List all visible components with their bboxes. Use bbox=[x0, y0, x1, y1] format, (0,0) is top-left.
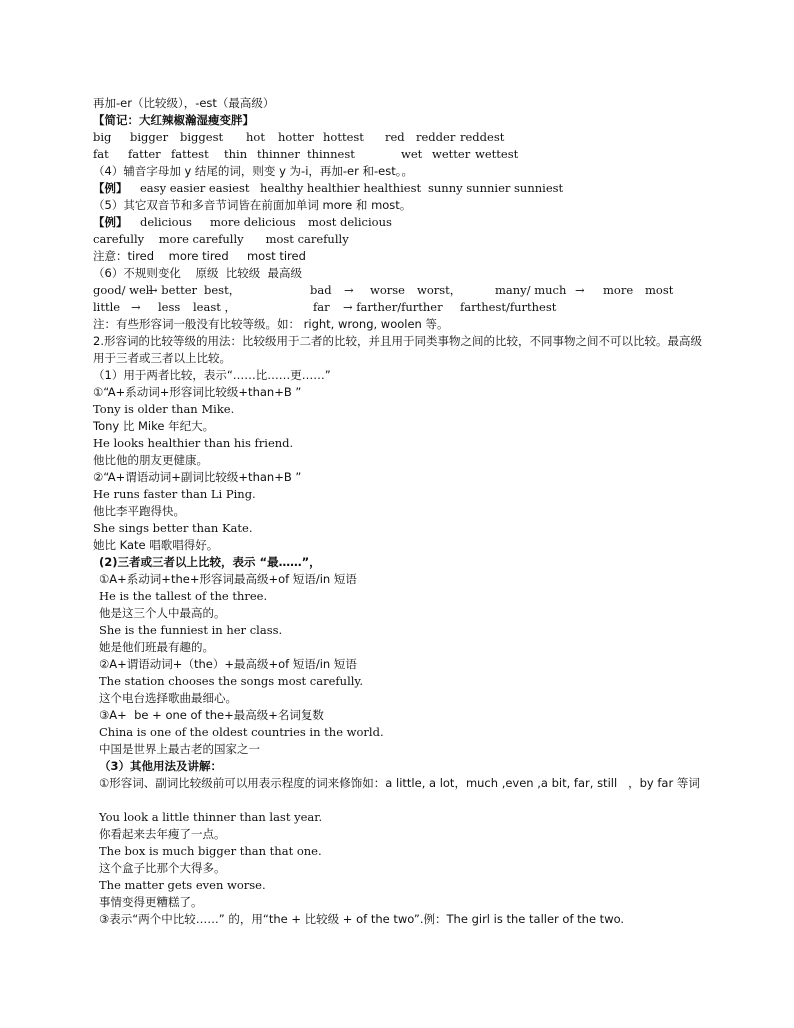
text-line: 他是这三个人中最高的。 bbox=[99, 606, 226, 620]
text-line: He is the tallest of the three. bbox=[99, 589, 268, 603]
word-row-fat bbox=[93, 146, 703, 163]
paragraph: 2.形容词的比较等级的用法：比较级用于二者的比较，并且用于同类事物之间的比较，不同事物之间不可以比较。最高级用于三者或三者以上比较。 bbox=[93, 334, 702, 365]
word: worst， bbox=[417, 283, 462, 297]
text-line: 事情变得更糟糕了。 bbox=[99, 895, 203, 909]
word: more bbox=[603, 283, 634, 297]
example: most delicious bbox=[308, 215, 392, 229]
word: big bbox=[93, 130, 112, 144]
word: fatter bbox=[128, 147, 161, 161]
text-line: 你看起来去年瘦了一点。 bbox=[99, 827, 226, 841]
text-line: 注意：tired more tired most tired bbox=[93, 249, 306, 263]
word: fat bbox=[93, 147, 109, 161]
word: thinnest bbox=[307, 147, 355, 161]
word: many/ much bbox=[495, 283, 567, 297]
word: → bbox=[344, 283, 354, 297]
word: thin bbox=[224, 147, 248, 161]
word: most bbox=[645, 283, 674, 297]
word: little bbox=[93, 300, 121, 314]
text-line: ②“A+谓语动词+副词比较级+than+B ” bbox=[93, 470, 302, 484]
word: hottest bbox=[323, 130, 364, 144]
word: redder bbox=[416, 130, 456, 144]
section-heading: (2)三者或三者以上比较，表示 “最……”， bbox=[99, 555, 321, 569]
text-line: ③A+ be + one of the+最高级+名词复数 bbox=[99, 708, 324, 722]
text-line: She is the funniest in her class. bbox=[99, 623, 283, 637]
word: red bbox=[385, 130, 405, 144]
word: wettest bbox=[475, 147, 519, 161]
text-line: 再加-er（比较级），-est（最高级） bbox=[93, 96, 275, 110]
word: bigger bbox=[130, 130, 169, 144]
word: best， bbox=[204, 283, 241, 297]
word: hot bbox=[246, 130, 265, 144]
word: → bbox=[575, 283, 585, 297]
text-line: 她是他们班最有趣的。 bbox=[99, 640, 214, 654]
example-tag: 【例】 bbox=[93, 215, 128, 229]
text-line: China is one of the oldest countries in the world. bbox=[99, 725, 384, 739]
text-line: 这个电台选择歌曲最细心。 bbox=[99, 691, 237, 705]
text-line: You look a little thinner than last year. bbox=[99, 810, 323, 824]
example-row bbox=[93, 214, 703, 231]
text-line: （1）用于两者比较，表示“……比……更……” bbox=[93, 368, 331, 382]
word: reddest bbox=[460, 130, 505, 144]
text-line: The box is much bigger than that one. bbox=[99, 844, 322, 858]
text-line: 他比李平跑得快。 bbox=[93, 504, 185, 518]
text-line: ①“A+系动词+形容词比较级+than+B ” bbox=[93, 385, 302, 399]
text-line: The matter gets even worse. bbox=[99, 878, 266, 892]
word: thinner bbox=[257, 147, 300, 161]
text-line: 这个盒子比那个大得多。 bbox=[99, 861, 226, 875]
irregular-row-good bbox=[93, 282, 703, 299]
text-line: Tony 比 Mike 年纪大。 bbox=[93, 419, 215, 433]
word: far bbox=[313, 300, 330, 314]
word: worse bbox=[370, 283, 405, 297]
word: biggest bbox=[180, 130, 224, 144]
word: farthest/furthest bbox=[460, 300, 557, 314]
text-line: He looks healthier than his friend. bbox=[93, 436, 294, 450]
example: sunny sunnier sunniest bbox=[428, 181, 564, 195]
word: → bbox=[131, 300, 141, 314]
text-line: 她比 Kate 唱歌唱得好。 bbox=[93, 538, 219, 552]
text-line: ②A+谓语动词+（the）+最高级+of 短语/in 短语 bbox=[99, 657, 357, 671]
mnemonic-note: 【简记：大红辣椒瀚湿瘦变胖】 bbox=[93, 113, 254, 127]
irregular-row-little bbox=[93, 299, 703, 316]
text-line: carefully more carefully most carefully bbox=[93, 232, 349, 246]
text-line: He runs faster than Li Ping. bbox=[93, 487, 256, 501]
example: easy easier easiest bbox=[140, 181, 250, 195]
example: more delicious bbox=[210, 215, 296, 229]
word: bad bbox=[310, 283, 332, 297]
word-row-big bbox=[93, 129, 703, 146]
text-line: She sings better than Kate. bbox=[93, 521, 253, 535]
text-line: ③表示“两个中比较……” 的，用“the + 比较级 + of the two”.例：The girl is the taller of the two. bbox=[99, 912, 625, 926]
document-page bbox=[93, 95, 703, 928]
section-heading: （3）其他用法及讲解： bbox=[99, 759, 223, 773]
word: wetter bbox=[432, 147, 471, 161]
example: delicious bbox=[140, 215, 192, 229]
word: fattest bbox=[171, 147, 209, 161]
word: less bbox=[158, 300, 181, 314]
text-line: ①A+系动词+the+形容词最高级+of 短语/in 短语 bbox=[99, 572, 357, 586]
text-line: 中国是世界上最古老的国家之一 bbox=[99, 742, 260, 756]
word: → farther/further bbox=[343, 300, 443, 314]
paragraph: ①形容词、副词比较级前可以用表示程度的词来修饰如：a little, a lot，much ,even ,a bit, far, still ，by far 等词 bbox=[99, 776, 700, 790]
word: good/ well bbox=[93, 283, 154, 297]
text-line: Tony is older than Mike. bbox=[93, 402, 235, 416]
example-row bbox=[93, 180, 703, 197]
word: hotter bbox=[278, 130, 314, 144]
text-line: 他比他的朋友更健康。 bbox=[93, 453, 208, 467]
text-line: 注：有些形容词一般没有比较等级。如： right, wrong, woolen 等。 bbox=[93, 317, 449, 331]
example: healthy healthier healthiest bbox=[260, 181, 422, 195]
word: wet bbox=[401, 147, 423, 161]
word: → better bbox=[148, 283, 198, 297]
example-tag: 【例】 bbox=[93, 181, 128, 195]
word: least ， bbox=[193, 300, 237, 314]
text-line: （6）不规则变化 原级 比较级 最高级 bbox=[93, 266, 303, 280]
text-line: （5）其它双音节和多音节词皆在前面加单词 more 和 most。 bbox=[93, 198, 412, 212]
text-line: The station chooses the songs most carefully. bbox=[99, 674, 364, 688]
text-line: （4）辅音字母加 y 结尾的词，则变 y 为-i，再加-er 和-est。。 bbox=[93, 164, 413, 178]
